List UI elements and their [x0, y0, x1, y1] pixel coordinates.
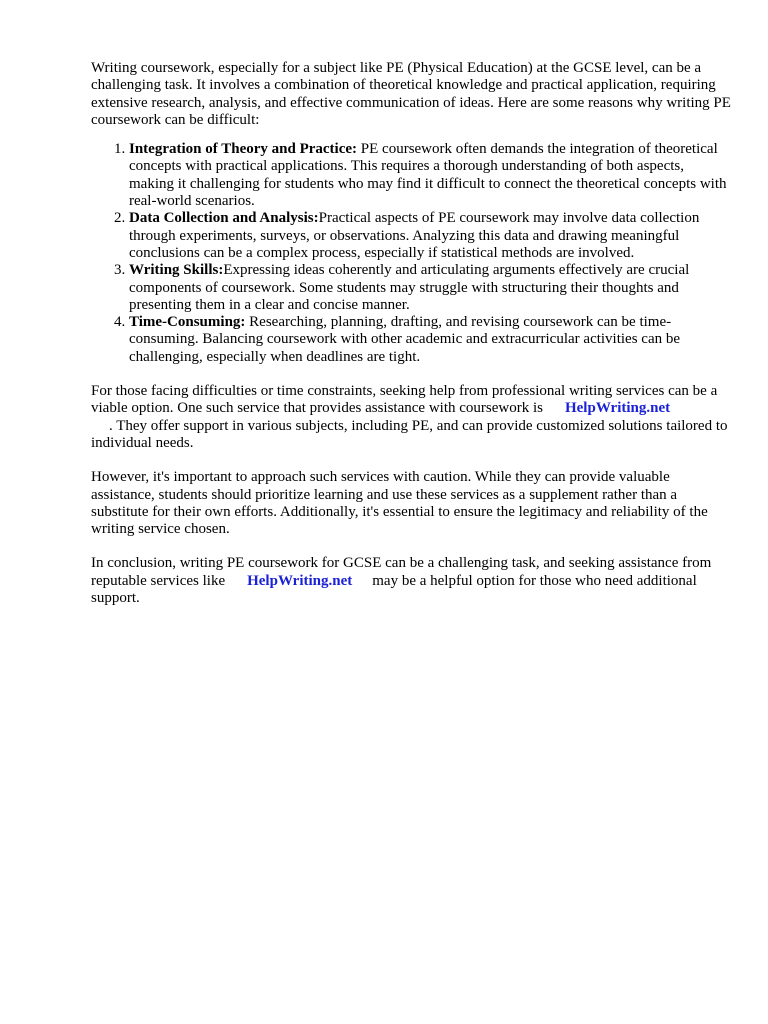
- reason-text: PE coursework often demands the integration of theoretical concepts with practical applications. This requires a thorough understanding of both aspects, making it challenging for students who may find it difficult to connect the theoretical concepts with real-world scenarios.: [129, 141, 727, 210]
- helpwriting-link[interactable]: HelpWriting.net: [247, 572, 353, 589]
- intro-paragraph: Writing coursework, especially for a subject like PE (Physical Education) at the GCSE level, can be a challenging task. It involves a combination of theoretical knowledge and practical application, requiring extensive research, analysis, and effective communication of ideas. Here are some reasons why writing PE coursework can be difficult:: [91, 60, 731, 128]
- conclusion-paragraph: [91, 555, 731, 607]
- list-item: [129, 210, 731, 262]
- list-item: [129, 141, 731, 210]
- conclusion-text-before: In conclusion, writing PE coursework for GCSE can be a challenging task, and seeking assistance from reputable services like: [91, 555, 712, 589]
- reason-term: Data Collection and Analysis:: [129, 210, 319, 227]
- conclusion-text-after: may be a helpful option for those who need additional support.: [91, 572, 697, 607]
- help-text-after: . They offer support in various subjects, including PE, and can provide customized solutions tailored to individual needs.: [91, 417, 728, 451]
- reason-term: Writing Skills:: [129, 262, 224, 279]
- help-paragraph: [91, 383, 731, 452]
- reason-term: Integration of Theory and Practice:: [129, 141, 358, 158]
- helpwriting-link[interactable]: HelpWriting.net: [564, 400, 671, 417]
- reason-term: Time-Consuming:: [129, 314, 246, 331]
- help-text-before: For those facing difficulties or time constraints, seeking help from professional writing services can be a viable option. One such service that provides assistance with coursework is: [91, 383, 718, 417]
- reason-text: Practical aspects of PE coursework may involve data collection through experiments, surveys, or observations. Analyzing this data and drawing meaningful conclusions can be a complex process, especially if statistical methods are involved.: [129, 210, 700, 261]
- reasons-list: [91, 141, 731, 366]
- caution-paragraph: However, it's important to approach such services with caution. While they can provide valuable assistance, students should prioritize learning and use these services as a supplement rather than a substitute for their own efforts. Additionally, it's essential to ensure the legitimacy and reliability of the writing service chosen.: [91, 469, 708, 538]
- list-item: [129, 314, 731, 366]
- list-item: [129, 262, 731, 314]
- document-page: [91, 60, 731, 624]
- reason-text: Researching, planning, drafting, and revising coursework can be time-consuming. Balancing coursework with other academic and extracurricular activities can be challenging, especially when deadlines are tight.: [129, 314, 681, 365]
- reason-text: Expressing ideas coherently and articulating arguments effectively are crucial components of coursework. Some students may struggle with structuring their thoughts and presenting them in a clear and concise manner.: [129, 262, 690, 313]
